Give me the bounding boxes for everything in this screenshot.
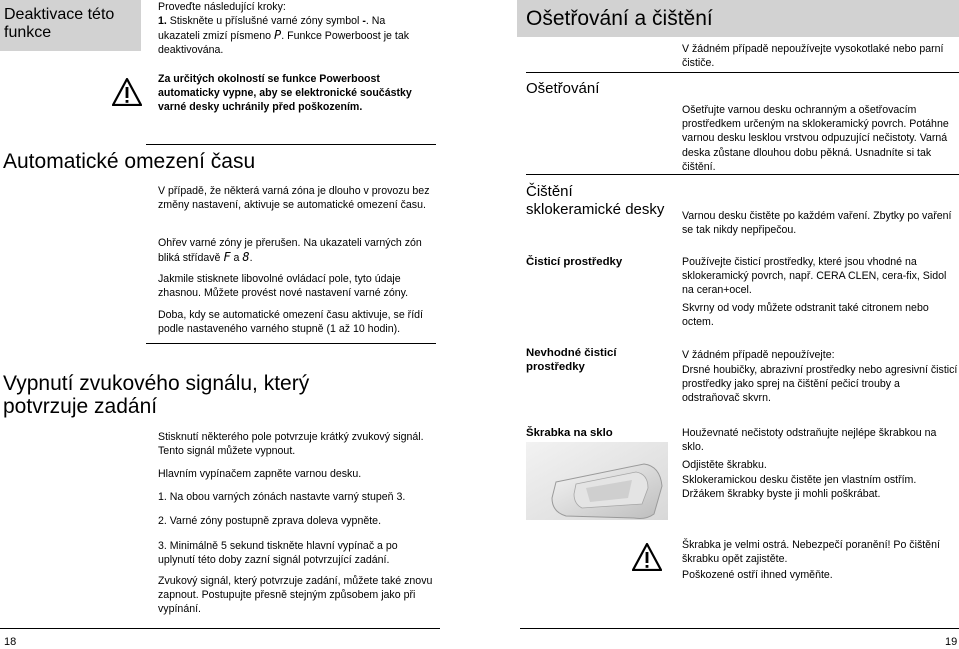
unsuitable-label: Nevhodné čisticí prostředky xyxy=(526,347,617,374)
section-rule xyxy=(146,343,436,344)
agents-p1: Používejte čisticí prostředky, které jsou vhodné na sklokeramický povrch, např. CERA CLEN, cera-fix, Sidol na ceran+ocel. xyxy=(682,256,947,297)
warning-icon xyxy=(112,78,142,106)
agents-p2: Skvrny od vody můžete odstranit také citronem nebo octem. xyxy=(682,302,929,329)
auto-time-p3: Jakmile stisknete libovolné ovládací pole, tyto údaje zhasnou. Můžete provést nové nastavení varné zóny. xyxy=(158,273,409,300)
care-cleaning-heading: Ošetřování a čištění xyxy=(526,7,713,30)
scraper-p1: Houževnaté nečistoty odstraňujte nejlépe škrabkou na sklo. xyxy=(682,427,937,454)
deactivate-intro: Proveďte následující kroky: xyxy=(158,1,286,13)
scraper-p3: Sklokeramickou desku čistěte jen vlastním ostřím. Držákem škrabky byste ji mohli poškrábat. xyxy=(682,474,917,501)
scraper-warning-p1: Škrabka je velmi ostrá. Nebezpečí poranění! Po čištění škrabku opět zajistěte. xyxy=(682,539,940,566)
glass-scraper-image xyxy=(526,442,668,520)
scraper-warning-p2: Poškozené ostří ihned vyměňte. xyxy=(682,569,833,581)
auto-time-p2 xyxy=(158,236,438,265)
sound-step-2: 2. Varné zóny postupně zprava doleva vypněte. xyxy=(158,515,382,527)
page-number: 18 xyxy=(4,636,17,648)
section-rule xyxy=(526,72,959,73)
scraper-illustration xyxy=(526,241,668,401)
care-text: Ošetřujte varnou desku ochranným a ošetřovacím prostředkem určeným na sklokeramický povrch. Potáhne varnou desku lesklou vrstvou odpuzující nečistoty. Varná deska zůstane dlouhou dobu pěkná. Usnadníte si tak čištění. xyxy=(682,104,949,173)
agents-label: Čisticí prostředky xyxy=(526,256,623,268)
sound-p2: Hlavním vypínačem zapněte varnou desku. xyxy=(158,468,362,480)
warning-icon xyxy=(632,543,662,571)
step-1-part-b: . Na ukazateli zmizí písmeno xyxy=(158,15,386,43)
page-number: 19 xyxy=(945,636,958,648)
step-1-part-c: . Funkce Powerboost je tak deaktivována. xyxy=(158,30,410,57)
section-rule xyxy=(146,144,436,145)
care-intro: V žádném případě nepoužívejte vysokotlaké nebo parní čističe. xyxy=(682,43,944,70)
auto-time-p1: V případě, že některá varná zóna je dlouho v provozu bez změny nastavení, aktivuje se automatické omezení času. xyxy=(158,185,430,212)
sound-step-1: 1. Na obou varných zónách nastavte varný stupeň 3. xyxy=(158,491,406,503)
step-1-part-a: Stiskněte u příslušné varné zóny symbol xyxy=(166,15,363,27)
display-letter-p: P xyxy=(274,28,282,43)
display-symbol-8: 8 xyxy=(242,250,250,265)
auto-time-p2-text: Ohřev varné zóny je přerušen. Na ukazateli varných zón bliká střídavě xyxy=(158,237,422,265)
sound-step-3: 3. Minimálně 5 sekund tiskněte hlavní vypínač a po uplynutí této doby zazní signál potvrzující zadání. xyxy=(158,540,398,567)
sound-p1: Stisknutí některého pole potvrzuje krátký zvukový signál. Tento signál můžete vypnout. xyxy=(158,431,424,458)
display-symbol-f: F xyxy=(223,250,231,265)
auto-time-p2-end: . xyxy=(249,252,253,265)
care-heading: Ošetřování xyxy=(526,80,600,97)
cleaning-heading: Čištění sklokeramické desky xyxy=(526,183,665,218)
section-rule xyxy=(526,174,959,175)
unsuitable-p1: V žádném případě nepoužívejte: xyxy=(682,349,835,361)
right-page xyxy=(480,0,959,649)
scraper-label: Škrabka na sklo xyxy=(526,427,613,439)
powerboost-warning-text: Za určitých okolností se funkce Powerboost automaticky vypne, aby se elektronické součástky varné desky uchránily před poškozením. xyxy=(158,73,412,114)
minus-symbol: - xyxy=(362,15,366,27)
footer-rule xyxy=(0,628,440,629)
auto-time-heading: Automatické omezení času xyxy=(3,150,256,173)
auto-time-p4: Doba, kdy se automatické omezení času aktivuje, se řídí podle nastaveného varného stupně (1 až 10 hodin). xyxy=(158,309,423,336)
cleaning-text: Varnou desku čistěte po každém vaření. Zbytky po vaření se tak nikdy nepřipečou. xyxy=(682,210,952,237)
sound-heading: Vypnutí zvukového signálu, který potvrzuje zadání xyxy=(3,372,310,418)
scraper-p2: Odjistěte škrabku. xyxy=(682,459,767,471)
unsuitable-p2: Drsné houbičky, abrazivní prostředky nebo agresivní čisticí prostředky jako sprej na čištění pečicí trouby a odstraňovač skvrn. xyxy=(682,364,958,405)
step-number: 1. xyxy=(158,15,167,27)
deactivate-step-1 xyxy=(158,14,430,58)
auto-time-p2-and: a xyxy=(230,252,243,265)
sound-p3: Zvukový signál, který potvrzuje zadání, můžete také znovu zapnout. Postupujte přesně stejným způsobem jako při vypínání. xyxy=(158,575,433,616)
sidebar-title: Deaktivace této funkce xyxy=(4,6,115,41)
footer-rule xyxy=(520,628,959,629)
